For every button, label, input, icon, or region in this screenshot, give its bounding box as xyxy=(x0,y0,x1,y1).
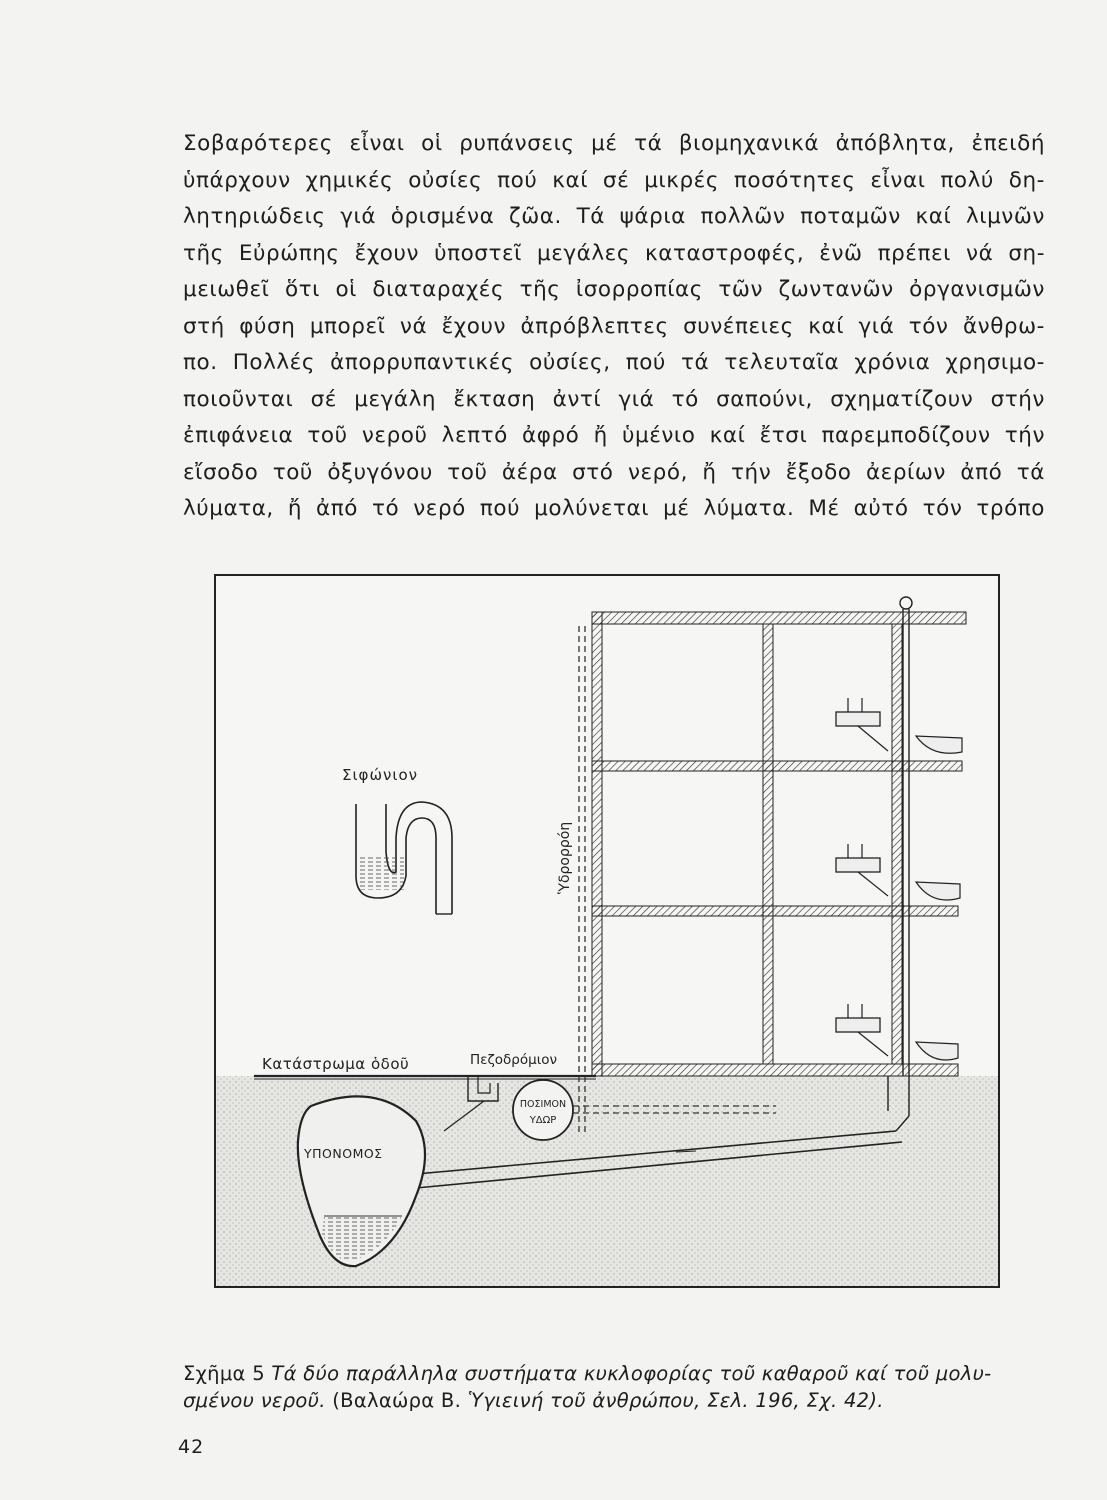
text-line: πο. Πολλές ἀπορρυπαντικές οὐσίες, πού τά τελευταῖα χρόνια χρησιμο- xyxy=(183,350,1045,375)
text-line: τῆς Εὐρώπης ἔχουν ὑποστεῖ μεγάλες καταστροφές, ἐνῶ πρέπει νά ση- xyxy=(183,240,1045,266)
potable-water-label-1: ΠΟΣΙΜΟΝ xyxy=(519,1099,567,1110)
text-line: στή φύση μπορεῖ νά ἔχουν ἀπρόβλεπτες συνέπειες καί γιά τόν ἄνθρω- xyxy=(183,313,1045,339)
caption-citation: (Βαλαώρα Β. xyxy=(332,1389,462,1412)
caption-title-continued: σμένου νεροῦ. xyxy=(183,1389,326,1412)
text-line: ὑπάρχουν χημικές οὐσίες πού καί σέ μικρές ποσότητες εἶναι πολύ δη- xyxy=(183,167,1045,193)
water-pipe-label: Ὑδρορρόη xyxy=(557,821,573,894)
caption-title: Τά δύο παράλληλα συστήματα κυκλοφορίας τοῦ καθαροῦ καί τοῦ μολυ- xyxy=(271,1362,992,1385)
caption-line-1 xyxy=(183,1360,1045,1387)
page-number: 42 xyxy=(178,1436,205,1458)
siphon-label: Σιφώνιον xyxy=(342,766,419,784)
text-line: ἐπιφάνεια τοῦ νεροῦ λεπτό ἀφρό ἤ ὑμένιο καί ἔτσι παρεμποδίζουν τήν xyxy=(183,423,1045,448)
caption-citation-book: Ὑγιεινή τοῦ ἀνθρώπου, Σελ. 196, Σχ. 42). xyxy=(467,1389,884,1412)
sewer-label: ΥΠΟΝΟΜΟΣ xyxy=(304,1146,383,1161)
caption-line-2 xyxy=(183,1387,1045,1414)
text-line: εἴσοδο τοῦ ὀξυγόνου τοῦ ἀέρα στό νερό, ἤ τήν ἔξοδο ἀερίων ἀπό τά xyxy=(183,459,1045,485)
interior-column xyxy=(763,624,773,1064)
road-deck-label: Κατάστρωμα ὁδοῦ xyxy=(262,1055,410,1073)
plumbing-diagram-drawing xyxy=(216,576,1000,1288)
text-line: ποιοῦνται σέ μεγάλη ἔκταση ἀντί γιά τό σαπούνι, σχηματίζουν στήν xyxy=(183,386,1045,412)
siphon-trap xyxy=(356,802,452,914)
text-line: λύματα, ἤ ἀπό τό νερό πού μολύνεται μέ λύματα. Μέ αὐτό τόν τρόπο xyxy=(183,496,1045,521)
building-right-wall xyxy=(892,624,902,1064)
body-text xyxy=(183,126,1045,528)
text-line: Σοβαρότερες εἶναι οἱ ρυπάνσεις μέ τά βιομηχανικά ἀπόβλητα, ἐπειδή xyxy=(183,131,1045,156)
vent-cap xyxy=(900,597,912,609)
floor-slab-2 xyxy=(592,761,962,771)
text-line: μειωθεῖ ὅτι οἱ διαταραχές τῆς ἰσορροπίας τῶν ζωντανῶν ὀργανισμῶν xyxy=(183,277,1045,302)
plumbing-diagram xyxy=(214,574,1000,1288)
potable-water-label-2: ΥΔΩΡ xyxy=(529,1115,557,1126)
text-line: λητηριώδεις γιά ὁρισμένα ζῶα. Τά ψάρια πολλῶν ποταμῶν καί λιμνῶν xyxy=(183,204,1045,229)
roof-slab xyxy=(592,612,966,624)
building-left-wall xyxy=(592,612,602,1076)
caption-prefix: Σχῆμα 5 xyxy=(183,1362,265,1385)
sidewalk-label: Πεζοδρόμιον xyxy=(470,1052,558,1068)
figure-caption xyxy=(183,1360,1045,1414)
